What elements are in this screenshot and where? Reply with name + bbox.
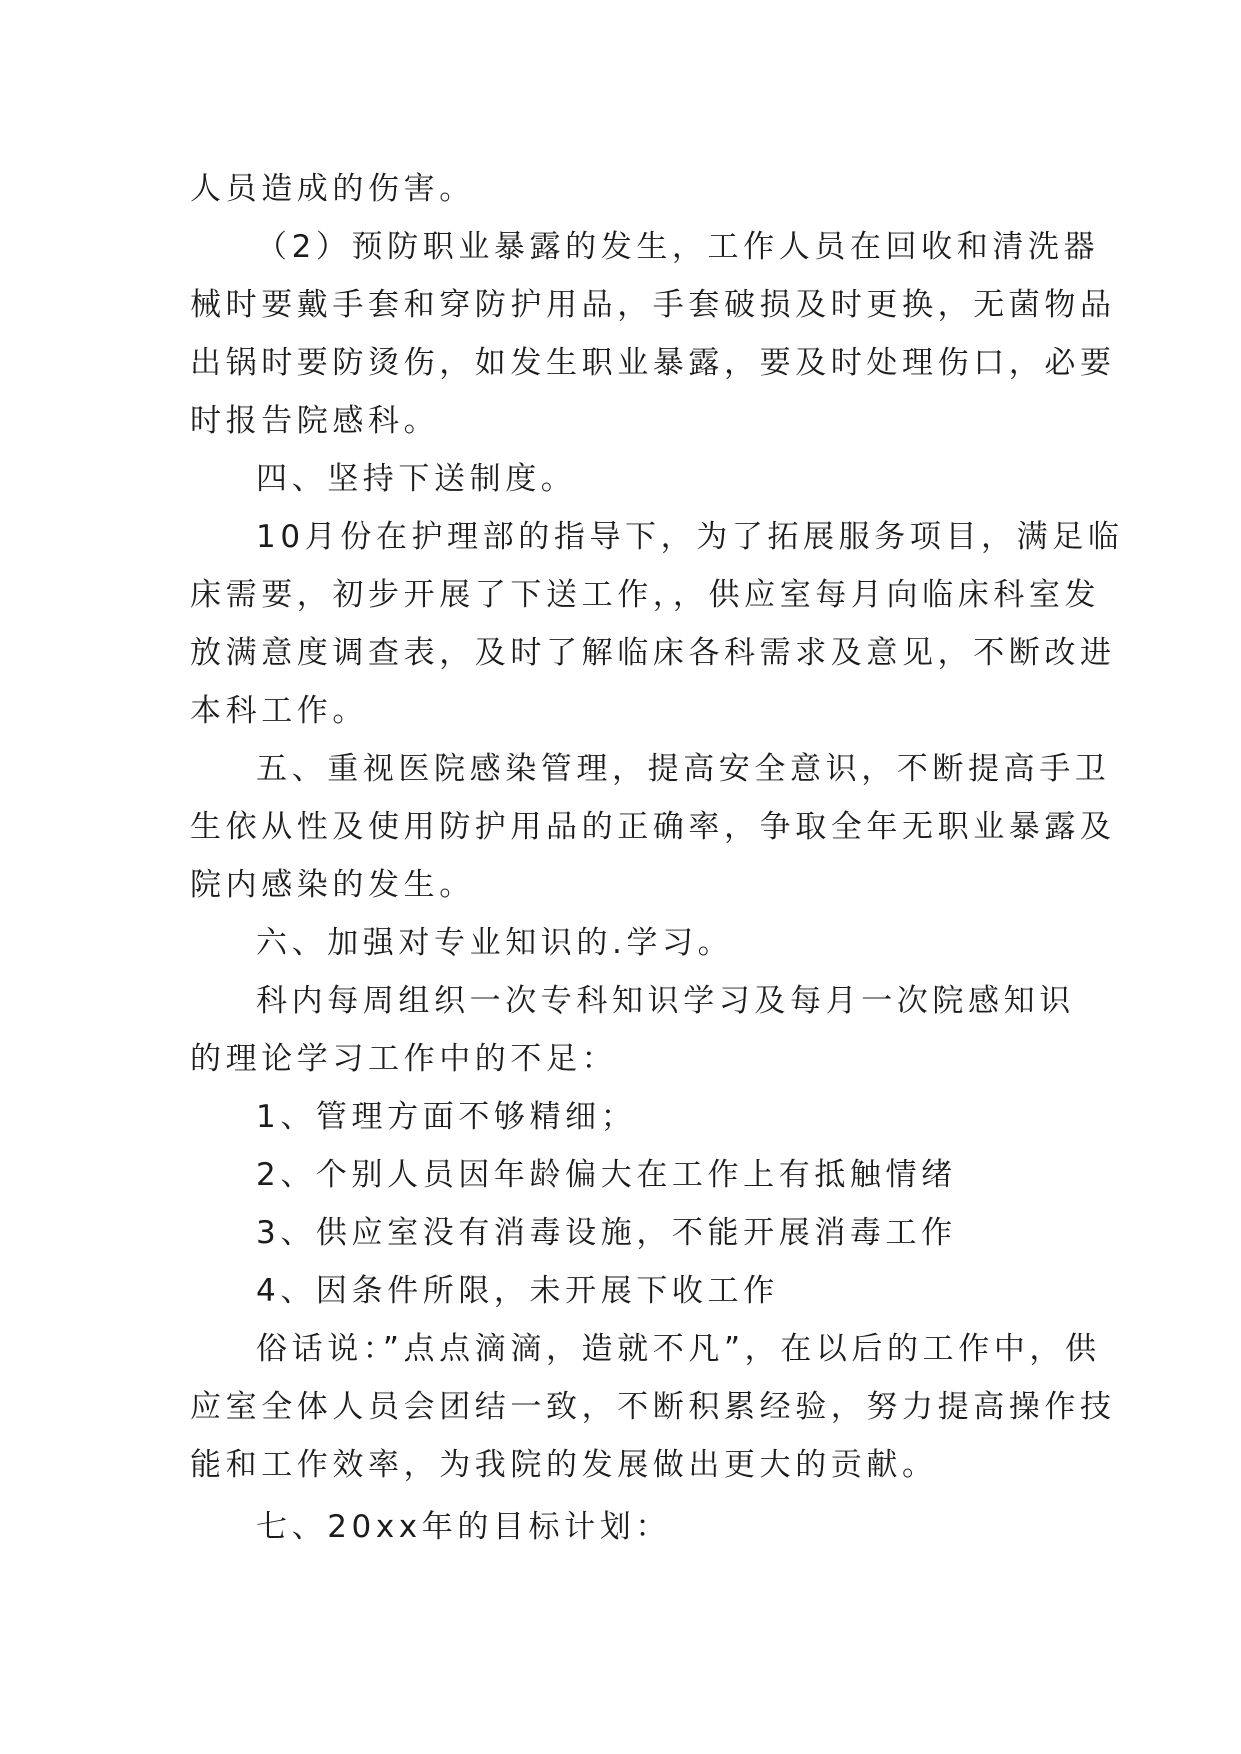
body-line-5: 时报告院感科。: [190, 403, 440, 439]
body-line-16: 的理论学习工作中的不足：: [190, 1041, 618, 1077]
body-line-1: 人员造成的伤害。: [190, 171, 475, 207]
body-line-9: 放满意度调查表，及时了解临床各科需求及意见，不断改进: [190, 635, 1116, 671]
body-line-23: 能和工作效率，为我院的发展做出更大的贡献。: [190, 1447, 938, 1483]
section-heading-5: 五、重视医院感染管理，提高安全意识，不断提高手卫: [256, 751, 1111, 787]
body-line-2: （2）预防职业暴露的发生，工作人员在回收和清洗器: [256, 229, 1100, 265]
body-line-10: 本科工作。: [190, 693, 368, 729]
document-body: [190, 160, 1124, 1556]
section-heading-6: 六、加强对专业知识的.学习。: [256, 925, 734, 961]
body-line-4: 出锅时要防烫伤，如发生职业暴露，要及时处理伤口，必要: [190, 345, 1116, 381]
body-line-22: 应室全体人员会团结一致，不断积累经验，努力提高操作技: [190, 1389, 1116, 1425]
body-line-8: 床需要，初步开展了下送工作，，供应室每月向临床科室发: [190, 577, 1101, 613]
body-line-21: 俗话说：”点点滴滴，造就不凡”，在以后的工作中，供: [256, 1331, 1101, 1367]
body-line-7: 10月份在护理部的指导下，为了拓展服务项目，满足临: [256, 519, 1124, 555]
body-line-15: 科内每周组织一次专科知识学习及每月一次院感知识: [256, 983, 1075, 1019]
body-line-12: 生依从性及使用防护用品的正确率，争取全年无职业暴露及: [190, 809, 1116, 845]
body-line-13: 院内感染的发生。: [190, 867, 475, 903]
list-item-3: 3、供应室没有消毒设施，不能开展消毒工作: [256, 1215, 957, 1251]
body-line-3: 械时要戴手套和穿防护用品，手套破损及时更换，无菌物品: [190, 287, 1116, 323]
section-heading-7: 七、20xx年的目标计划：: [256, 1509, 671, 1545]
list-item-4: 4、因条件所限，未开展下收工作: [256, 1273, 779, 1309]
list-item-2: 2、个别人员因年龄偏大在工作上有抵触情绪: [256, 1157, 957, 1193]
list-item-1: 1、管理方面不够精细；: [256, 1099, 637, 1135]
section-heading-4: 四、坚持下送制度。: [256, 461, 577, 497]
